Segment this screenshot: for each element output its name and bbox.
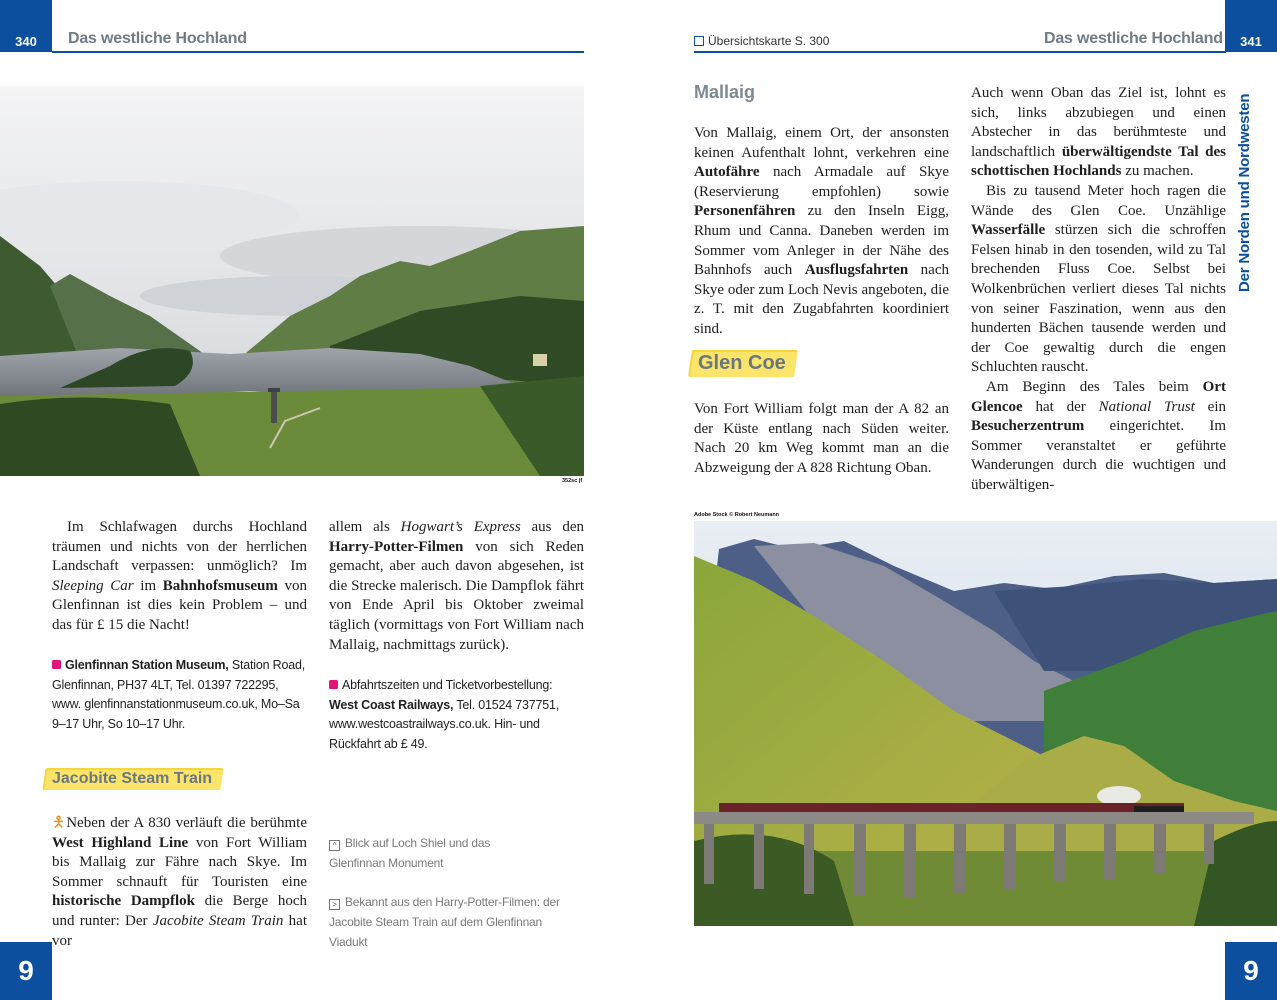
left-page-number [0,0,52,52]
page-number-text: 341 [1240,34,1262,49]
caption-viaduct: > Bekannt aus den Harry-Potter-Filmen: der Jacobite Steam Train auf dem Glenfinnan Viadukt [329,895,560,949]
right-page-number [1225,0,1277,52]
station-museum-info: Glenfinnan Station Museum, Station Road, Glenfinnan, PH37 4LT, Tel. 01397 722295, www. glenfinnanstationmuseum.co.uk, Mo–Sa 9–17 Uhr, So 10–17 Uhr. [52,658,305,731]
west-coast-railways-info: Abfahrtszeiten und Ticketvorbestellung: West Coast Railways, Tel. 01524 737751, www.westcoastrailways.co.uk. Hin- und Rückfahrt ab £ 49. [329,678,560,751]
info-bullet-icon [52,660,61,669]
hogwarts-paragraph: allem als Hogwart’s Express aus den Harry-Potter-Filmen von sich Reden gemacht, aber auch davon abgesehen, ist die Strecke malerisch. Die Dampflok fährt von Ende April bis Oktober zweimal täglich (vormittags von Fort William nach Mallaig, nachmittags zurück). [329,519,584,653]
map-square-icon [694,36,704,46]
loch-shiel-photo [0,86,584,476]
glen-coe-paragraph: Von Fort William folgt man der A 82 an der Küste entlang nach Süden weiter. Nach 20 km Weg kommt man an die Abzweigung der A 828 Richtung Oban. [694,401,949,476]
schlafwagen-paragraph: Im Schlafwagen durchs Hochland träumen und nichts von der herrlichen Landschaft verpassen: unmöglich? Im Sleeping Car im Bahnhofsmuseum von Glenfinnan ist dies kein Problem – und das für £ 15 die Nacht! [52,519,307,633]
mallaig-paragraph: Von Mallaig, einem Ort, der ansonsten keinen Aufenthalt lohnt, verkehren eine Autofähre nach Armadale auf Skye (Reservierung empfohlen) sowie Personenfähren zu den Inseln Eigg, Rhum und Canna. Daneben werden im Sommer vom Anleger in der Nähe des Bahnhofs auch Ausflugsfahrten nach Skye oder zum Loch Nevis angeboten, die z. T. mit den Zugabfahrten koordiniert sind. [694,125,949,337]
glenfinnan-viaduct-photo [694,521,1277,926]
walking-person-icon: 🯅 [52,813,66,831]
left-chapter-tab: 9 [0,942,52,1000]
page-number-text: 340 [15,34,37,49]
up-arrow-box-icon: ^ [329,840,340,851]
right-arrow-box-icon: > [329,899,340,910]
caption-loch-shiel: ^ Blick auf Loch Shiel und das Glenfinnan Monument [329,836,491,870]
glen-coe-section-heading: Glen Coe [688,350,798,377]
mallaig-subheading: Mallaig [694,82,756,102]
right-running-title: Das westliche Hochland [1044,30,1223,47]
header-rule [52,51,584,53]
overview-map-reference[interactable]: Übersichtskarte S. 300 [694,34,829,48]
oban-paragraphs: Auch wenn Oban das Ziel ist, lohnt es sich, links abzubiegen und einen Abstecher in das berühmteste und landschaftlich überwältigendste Tal des schottischen Hochlands zu machen. Bis zu tausend Meter hoch ragen die Wände des Glen Coe. Unzählige Wasserfälle stürzen sich die schroffen Felsen hinab in den tosenden, wild zu Tal brechenden Fluss Coe. Selbst bei Wolkenbrüchen verliert dieses Tal nichts von seiner Faszination, wenn aus den hunderten Bächen tausende werden und der Coe gewaltig durch die engen Schluchten rauscht. Am Beginn des Tales beim Ort Glencoe hat der National Trust ein Besucherzentrum eingerichtet. Im Sommer veranstaltet er geführte Wanderungen durch die wuchtigen und überwältigen- [971,85,1227,493]
info-bullet-icon [329,680,338,689]
header-rule [694,51,1226,53]
left-photo-credit: 352sc jf [562,478,583,484]
right-photo-credit: Adobe Stock © Robert Neumann [694,512,780,518]
jacobite-section-heading: Jacobite Steam Train [42,768,223,790]
chapter-side-tab: Der Norden und Nordwesten [1236,93,1253,292]
jacobite-paragraph: 🯅Neben der A 830 verläuft die berühmte West Highland Line von Fort William bis Mallaig zur Fähre nach Skye. Im Sommer schnauft für Touristen eine historische Dampflok die Berge hoch und runter: Der Jacobite Steam Train hat vor [52,813,307,949]
left-running-title: Das westliche Hochland [68,30,247,47]
right-chapter-tab: 9 [1225,942,1277,1000]
